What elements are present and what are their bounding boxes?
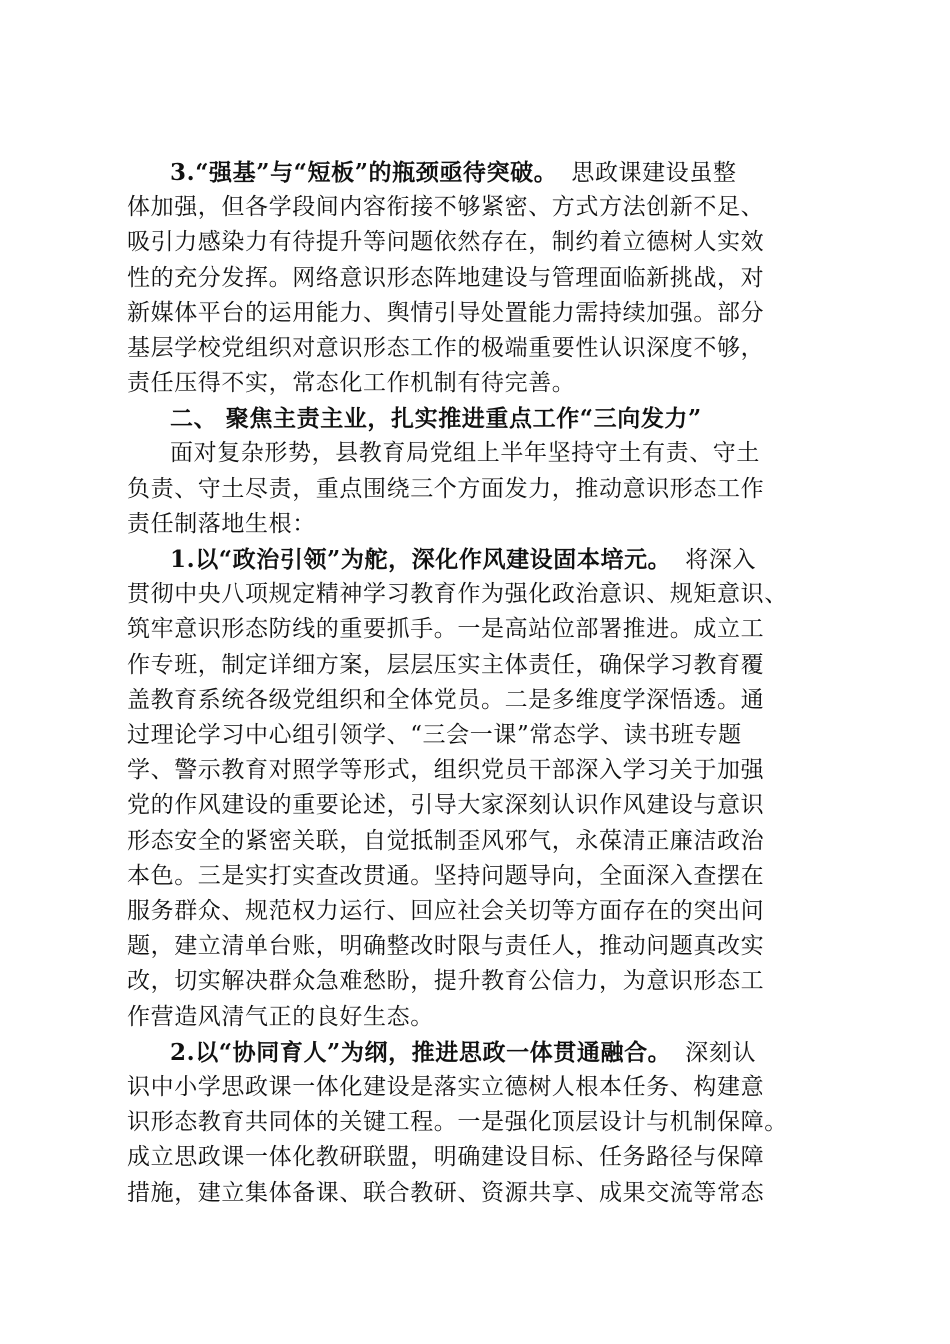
intro-line: 负责、守土尽责，重点围绕三个方面发力，推动意识形态工作 — [127, 476, 765, 502]
item1-text-line: 作营造风清气正的良好生态。 — [127, 1004, 434, 1030]
item1-text-line: 贯彻中央八项规定精神学习教育作为强化政治意识、规矩意识、 — [127, 581, 788, 607]
intro-line: 面对复杂形势，县教育局党组上半年坚持守土有责、守土 — [170, 440, 760, 466]
item2-text-line: 识形态教育共同体的关键工程。一是强化顶层设计与机制保障。 — [127, 1109, 788, 1135]
item2-text-line: 成立思政课一体化教研联盟，明确建设目标、任务路径与保障 — [127, 1144, 765, 1170]
item1-text-line: 题，建立清单台账，明确整改时限与责任人，推动问题真改实 — [127, 933, 765, 959]
intro-line: 责任制落地生根： — [127, 511, 316, 537]
section3-heading: 3.“强基”与“短板”的瓶颈亟待突破。 — [170, 159, 558, 186]
item2-text-line: 识中小学思政课一体化建设是落实立德树人根本任务、构建意 — [127, 1074, 765, 1100]
section3-first-line — [170, 155, 737, 190]
item1-text-line: 筑牢意识形态防线的重要抓手。一是高站位部署推进。成立工 — [127, 616, 765, 642]
section3-text-line: 思政课建设虽整 — [571, 160, 737, 186]
item1-text-line: 服务群众、规范权力运行、回应社会关切等方面存在的突出问 — [127, 898, 765, 924]
part2-title: 二、 聚焦主责主业，扎实推进重点工作“三向发力” — [170, 405, 702, 432]
item1-text-line: 本色。三是实打实查改贯通。坚持问题导向，全面深入查摆在 — [127, 863, 765, 889]
item1-text-line: 盖教育系统各级党组织和全体党员。二是多维度学深悟透。通 — [127, 687, 765, 713]
item1-text-line: 将深入 — [685, 547, 757, 573]
item1-heading: 1.以“政治引领”为舵，深化作风建设固本培元。 — [170, 546, 672, 573]
item1-text-line: 过理论学习中心组引领学、“三会一课”常态学、读书班专题 — [127, 722, 742, 748]
section3-text-line: 吸引力感染力有待提升等问题依然存在，制约着立德树人实效 — [127, 229, 765, 255]
item1-text-line: 学、警示教育对照学等形式，组织党员干部深入学习关于加强 — [127, 757, 765, 783]
item1-text-line: 作专班，制定详细方案，层层压实主体责任，确保学习教育覆 — [127, 652, 765, 678]
section3-text-line: 基层学校党组织对意识形态工作的极端重要性认识深度不够， — [127, 335, 765, 361]
item1-text-line: 改，切实解决群众急难愁盼，提升教育公信力，为意识形态工 — [127, 968, 765, 994]
section3-text-line: 责任压得不实，常态化工作机制有待完善。 — [127, 370, 576, 396]
item1-text-line: 形态安全的紧密关联，自觉抵制歪风邪气，永葆清正廉洁政治 — [127, 828, 765, 854]
item2-text-line: 深刻认 — [685, 1040, 757, 1066]
item2-text-line: 措施，建立集体备课、联合教研、资源共享、成果交流等常态 — [127, 1180, 765, 1206]
item1-text-line: 党的作风建设的重要论述，引导大家深刻认识作风建设与意识 — [127, 792, 765, 818]
section3-text-line: 新媒体平台的运用能力、舆情引导处置能力需持续加强。部分 — [127, 300, 765, 326]
item2-first-line — [170, 1035, 756, 1070]
item1-first-line — [170, 542, 756, 577]
section3-text-line: 体加强，但各学段间内容衔接不够紧密、方式方法创新不足、 — [127, 194, 765, 220]
section3-text-line: 性的充分发挥。网络意识形态阵地建设与管理面临新挑战，对 — [127, 265, 765, 291]
item2-heading: 2.以“协同育人”为纲，推进思政一体贯通融合。 — [170, 1039, 672, 1066]
